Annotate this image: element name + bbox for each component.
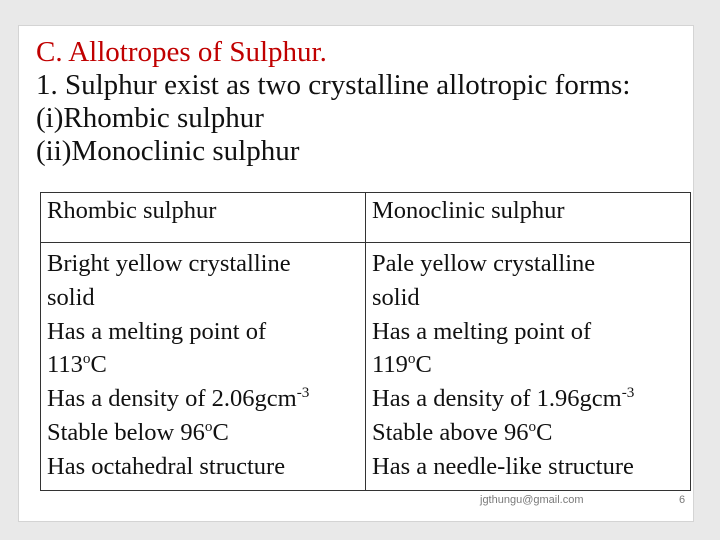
monoclinic-line-3: Has a melting point of — [372, 317, 592, 345]
rhombic-stability — [47, 416, 365, 450]
monoclinic-line-1: Pale yellow crystalline — [372, 250, 596, 277]
monoclinic-density-text: Has a density of 1.96gcm — [372, 385, 622, 413]
monoclinic-line-7: Has a needle-like structure — [372, 452, 634, 480]
monoclinic-line-2: solid — [372, 283, 420, 311]
table-body-row — [41, 243, 691, 491]
density-exponent: -3 — [296, 384, 310, 402]
footer-email: jgthungu@gmail.com — [480, 494, 584, 506]
rhombic-density-text: Has a density of 2.06gcm — [47, 385, 297, 413]
rhombic-melting-point — [47, 348, 365, 382]
intro-line-3: (ii)Monoclinic sulphur — [36, 135, 300, 167]
rhombic-properties-cell — [41, 243, 366, 491]
rhombic-line-7: Has octahedral structure — [47, 452, 286, 480]
monoclinic-stability — [372, 416, 690, 450]
rhombic-line-1: Bright yellow crystalline — [47, 250, 291, 277]
degree-mark: o — [82, 350, 91, 368]
density-exponent: -3 — [621, 384, 635, 402]
comparison-table — [40, 192, 691, 491]
header-rhombic: Rhombic sulphur — [41, 193, 366, 243]
monoclinic-density — [372, 382, 690, 416]
rhombic-line-3: Has a melting point of — [47, 317, 267, 345]
slide-heading: C. Allotropes of Sulphur. — [36, 36, 327, 68]
table-header-row — [41, 193, 691, 243]
degree-mark: o — [407, 350, 416, 368]
temperature-unit: C — [536, 418, 553, 446]
rhombic-stability-text: Stable below 96 — [47, 418, 205, 446]
monoclinic-stability-text: Stable above 96 — [372, 418, 529, 446]
intro-line-2: (i)Rhombic sulphur — [36, 102, 264, 134]
intro-line-1: 1. Sulphur exist as two crystalline allotropic forms: — [36, 69, 631, 101]
header-monoclinic: Monoclinic sulphur — [366, 193, 691, 243]
rhombic-melting-value: 113 — [47, 351, 83, 379]
slide-number: 6 — [679, 494, 686, 506]
degree-mark: o — [204, 417, 213, 435]
rhombic-density — [47, 382, 365, 416]
degree-mark: o — [528, 417, 537, 435]
temperature-unit: C — [90, 351, 107, 379]
monoclinic-properties-cell — [366, 243, 691, 491]
temperature-unit: C — [212, 418, 229, 446]
monoclinic-melting-value: 119 — [372, 351, 408, 379]
monoclinic-melting-point — [372, 348, 690, 382]
rhombic-line-2: solid — [47, 283, 95, 311]
temperature-unit: C — [415, 351, 432, 379]
